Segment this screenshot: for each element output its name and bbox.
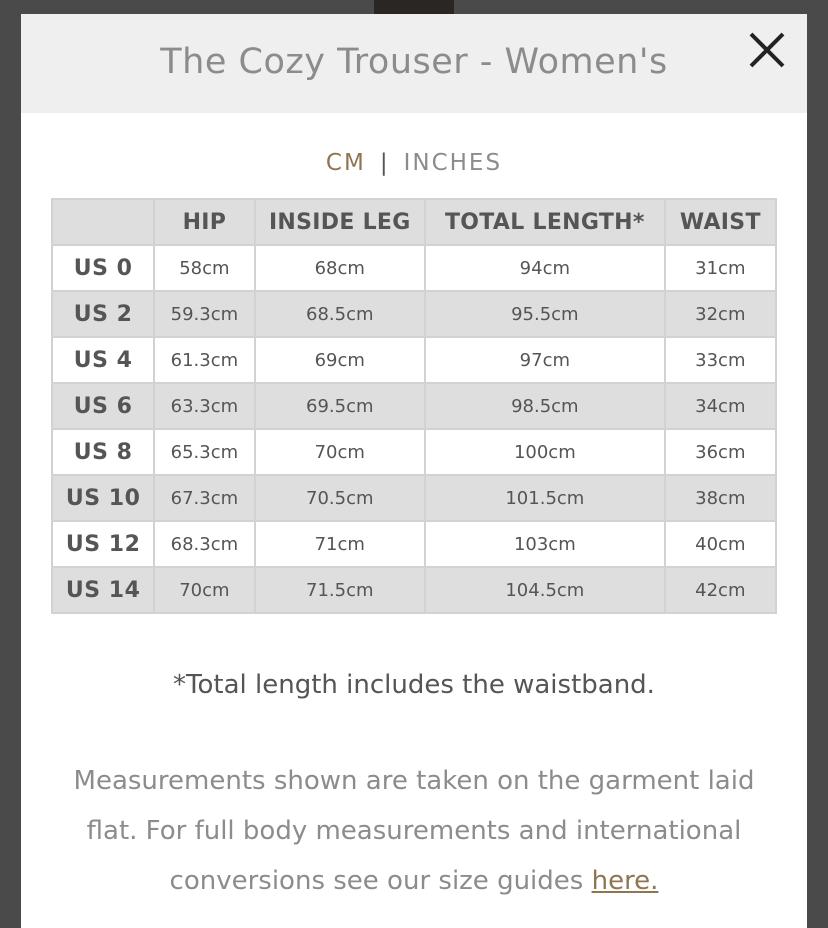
total-length-cell: 100cm (425, 429, 665, 475)
hip-cell: 59.3cm (154, 291, 254, 337)
unit-cm-option[interactable]: CM (325, 150, 366, 176)
table-header-row (52, 199, 776, 245)
unit-toggle (21, 150, 807, 176)
table-row (52, 475, 776, 521)
total-length-cell: 101.5cm (425, 475, 665, 521)
hip-cell: 63.3cm (154, 383, 254, 429)
measurement-info-text: Measurements shown are taken on the garment laid flat. For full body measurements and international conversions see our size guides (73, 766, 755, 896)
waist-cell: 38cm (665, 475, 776, 521)
modal-header (21, 14, 807, 113)
size-label: US 4 (52, 337, 154, 383)
hip-cell: 65.3cm (154, 429, 254, 475)
waist-cell: 36cm (665, 429, 776, 475)
total-length-cell: 97cm (425, 337, 665, 383)
close-button[interactable] (745, 28, 789, 72)
table-row (52, 337, 776, 383)
inside-leg-cell: 70.5cm (255, 475, 425, 521)
waist-cell: 42cm (665, 567, 776, 613)
header-total-length: TOTAL LENGTH* (425, 199, 665, 245)
inside-leg-cell: 69cm (255, 337, 425, 383)
header-waist: WAIST (665, 199, 776, 245)
table-row (52, 245, 776, 291)
size-label: US 8 (52, 429, 154, 475)
hip-cell: 61.3cm (154, 337, 254, 383)
size-label: US 0 (52, 245, 154, 291)
total-length-cell: 104.5cm (425, 567, 665, 613)
hip-cell: 58cm (154, 245, 254, 291)
size-guide-modal (21, 14, 807, 928)
waist-cell: 32cm (665, 291, 776, 337)
unit-separator: | (379, 150, 390, 176)
background-image-strip (374, 0, 454, 14)
waist-cell: 40cm (665, 521, 776, 567)
measurement-info (51, 756, 777, 906)
modal-title: The Cozy Trouser - Women's (160, 42, 668, 82)
total-length-footnote: *Total length includes the waistband. (173, 670, 655, 700)
size-label: US 10 (52, 475, 154, 521)
table-row (52, 429, 776, 475)
size-guide-link[interactable]: here. (591, 866, 659, 896)
total-length-cell: 103cm (425, 521, 665, 567)
table-row (52, 521, 776, 567)
inside-leg-cell: 71.5cm (255, 567, 425, 613)
size-label: US 14 (52, 567, 154, 613)
table-row (52, 383, 776, 429)
inside-leg-cell: 68cm (255, 245, 425, 291)
unit-inches-option[interactable]: INCHES (403, 150, 503, 176)
header-hip: HIP (154, 199, 254, 245)
header-size (52, 199, 154, 245)
table-row (52, 567, 776, 613)
inside-leg-cell: 70cm (255, 429, 425, 475)
size-label: US 2 (52, 291, 154, 337)
waist-cell: 34cm (665, 383, 776, 429)
size-table (51, 198, 777, 614)
hip-cell: 70cm (154, 567, 254, 613)
table-row (52, 291, 776, 337)
total-length-cell: 95.5cm (425, 291, 665, 337)
inside-leg-cell: 68.5cm (255, 291, 425, 337)
header-inside-leg: INSIDE LEG (255, 199, 425, 245)
hip-cell: 67.3cm (154, 475, 254, 521)
inside-leg-cell: 71cm (255, 521, 425, 567)
size-label: US 6 (52, 383, 154, 429)
hip-cell: 68.3cm (154, 521, 254, 567)
total-length-cell: 98.5cm (425, 383, 665, 429)
inside-leg-cell: 69.5cm (255, 383, 425, 429)
waist-cell: 33cm (665, 337, 776, 383)
waist-cell: 31cm (665, 245, 776, 291)
close-icon (745, 28, 789, 72)
total-length-cell: 94cm (425, 245, 665, 291)
size-label: US 12 (52, 521, 154, 567)
